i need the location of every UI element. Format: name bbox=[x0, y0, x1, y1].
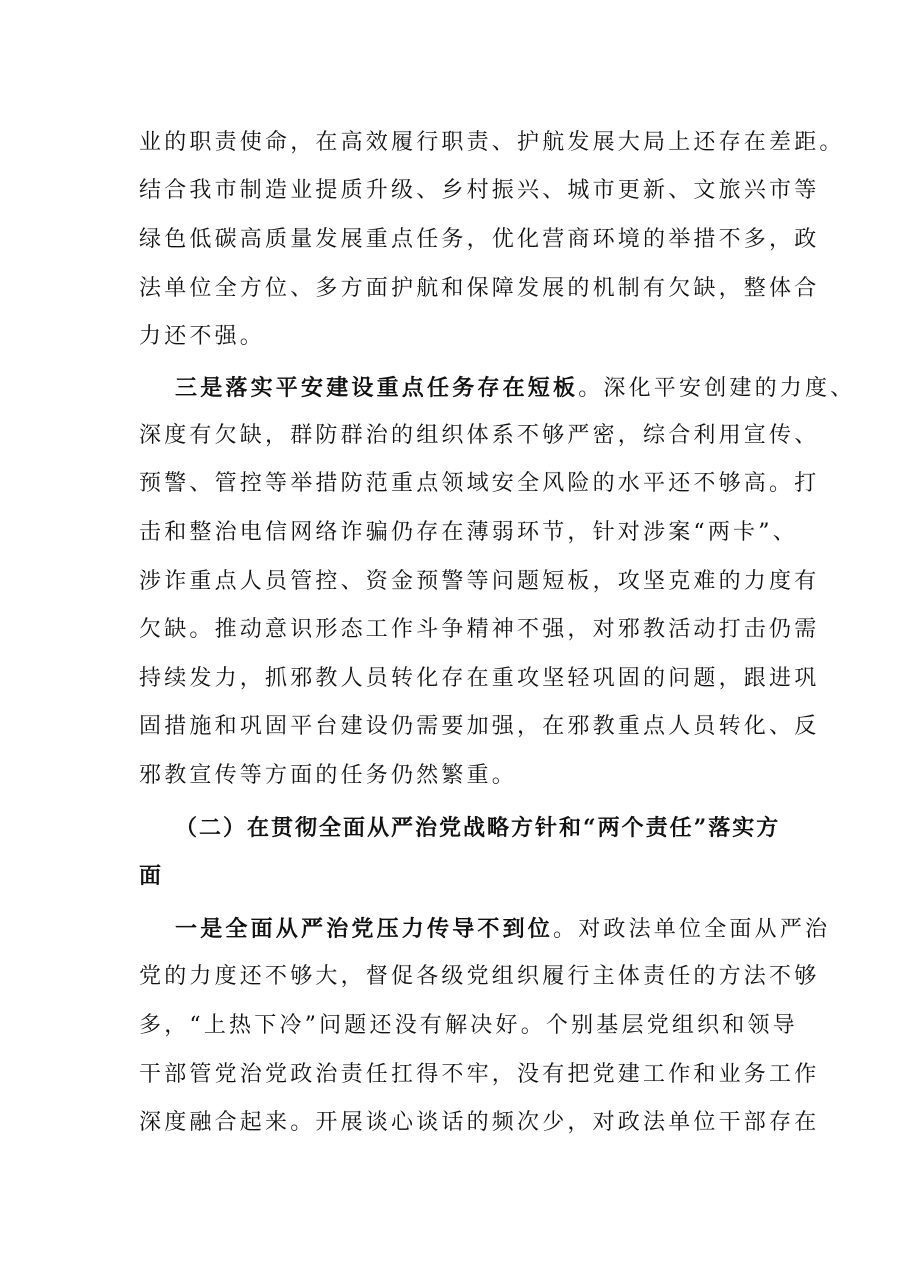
paragraph-line: 法单位全方位、多方面护航和保障发展的机制有欠缺，整体合 bbox=[139, 276, 820, 301]
section-heading-line: 面 bbox=[139, 863, 164, 889]
paragraph-line: 业的职责使命，在高效履行职责、护航发展大局上还存在差距。 bbox=[139, 130, 845, 155]
paragraph-first-line bbox=[175, 373, 855, 404]
paragraph-line: 深度融合起来。开展谈心谈话的频次少，对政法单位干部存在 bbox=[139, 1110, 820, 1135]
paragraph-line: 持续发力，抓邪教人员转化存在重攻坚轻巩固的问题，跟进巩 bbox=[139, 666, 820, 691]
paragraph-line: 邪教宣传等方面的任务仍然繁重。 bbox=[139, 763, 518, 788]
paragraph-line: 党的力度还不够大，督促各级党组织履行主体责任的方法不够 bbox=[139, 964, 820, 989]
paragraph-first-line bbox=[175, 914, 830, 945]
paragraph-line: 涉诈重点人员管控、资金预警等问题短板，攻坚克难的力度有 bbox=[139, 569, 820, 594]
paragraph-line: 击和整治电信网络诈骗仍存在薄弱环节，针对涉案“两卡”、 bbox=[139, 520, 798, 545]
paragraph-line: 欠缺。推动意识形态工作斗争精神不强，对邪教活动打击仍需 bbox=[139, 617, 820, 642]
paragraph-lead-rest: 。深化平安创建的力度、 bbox=[578, 376, 856, 401]
paragraph-line: 多，“上热下冷”问题还没有解决好。个别基层党组织和领导 bbox=[139, 1013, 798, 1038]
paragraph-lead-bold: 三是落实平安建设重点任务存在短板 bbox=[175, 375, 579, 401]
section-heading-line: （二）在贯彻全面从严治党战略方针和“两个责任”落实方 bbox=[175, 815, 781, 841]
paragraph-lead-bold: 一是全面从严治党压力传导不到位 bbox=[175, 916, 554, 942]
paragraph-line: 预警、管控等举措防范重点领域安全风险的水平还不够高。打 bbox=[139, 471, 820, 496]
paragraph-line: 固措施和巩固平台建设仍需要加强，在邪教重点人员转化、反 bbox=[139, 714, 820, 739]
paragraph-line: 深度有欠缺，群防群治的组织体系不够严密，综合利用宣传、 bbox=[139, 423, 820, 448]
paragraph-line: 结合我市制造业提质升级、乡村振兴、城市更新、文旅兴市等 bbox=[139, 178, 820, 203]
paragraph-line: 干部管党治党政治责任扛得不牢，没有把党建工作和业务工作 bbox=[139, 1062, 820, 1087]
paragraph-lead-rest: 。对政法单位全面从严治 bbox=[553, 917, 831, 942]
paragraph-line: 力还不强。 bbox=[139, 324, 266, 349]
paragraph-line: 绿色低碳高质量发展重点任务，优化营商环境的举措不多，政 bbox=[139, 227, 820, 252]
